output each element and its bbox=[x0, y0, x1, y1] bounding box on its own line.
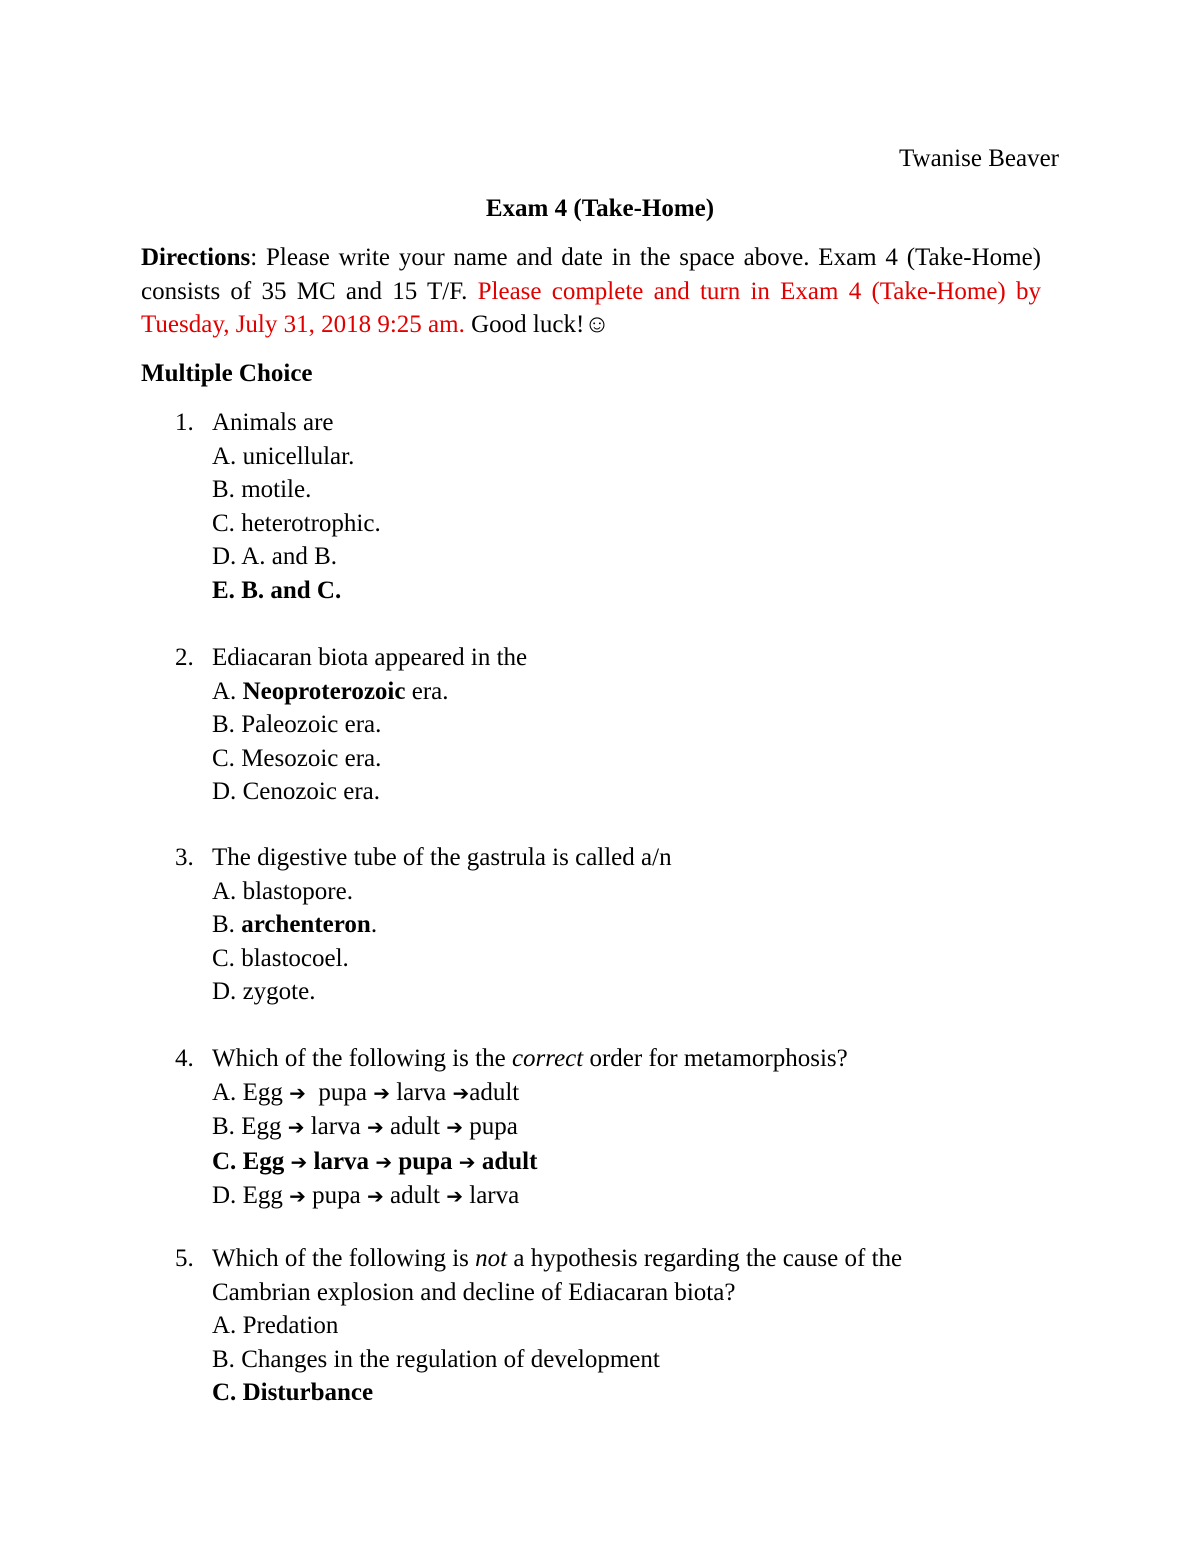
option-text: . bbox=[370, 911, 378, 938]
directions-label: Directions bbox=[141, 244, 251, 271]
stage-text: larva bbox=[313, 1147, 370, 1175]
question-stem bbox=[141, 1042, 1041, 1076]
option-text: zygote. bbox=[242, 978, 316, 1005]
question-text: Which of the following is the bbox=[212, 1045, 512, 1072]
stage-text: Egg bbox=[242, 1182, 283, 1209]
option-text: blastopore. bbox=[242, 877, 353, 905]
option-text: motile. bbox=[241, 476, 312, 503]
arrow-right-icon: ➔ bbox=[366, 1115, 384, 1139]
question-5 bbox=[141, 1242, 1041, 1410]
section-heading: Multiple Choice bbox=[141, 360, 313, 387]
option-text: unicellular. bbox=[242, 442, 355, 470]
stage-text: adult bbox=[481, 1147, 538, 1175]
question-4 bbox=[141, 1042, 1041, 1214]
question-stem bbox=[141, 641, 1041, 675]
option-letter: D. bbox=[212, 543, 237, 570]
option-letter: C. bbox=[212, 509, 235, 537]
option-b bbox=[141, 708, 1041, 742]
arrow-right-icon: ➔ bbox=[287, 1115, 305, 1139]
option-b bbox=[141, 1343, 1041, 1377]
option-a bbox=[141, 875, 1041, 909]
arrow-right-icon: ➔ bbox=[289, 1080, 306, 1105]
option-letter: A. bbox=[212, 1312, 237, 1339]
option-d bbox=[141, 540, 1041, 574]
question-text: Animals are bbox=[212, 409, 334, 436]
stage-text: Egg bbox=[241, 1113, 282, 1140]
arrow-right-icon: ➔ bbox=[375, 1149, 393, 1174]
option-c-correct bbox=[141, 1145, 1041, 1180]
question-text: The digestive tube of the gastrula is called a/n bbox=[212, 844, 672, 871]
option-text: Disturbance bbox=[242, 1379, 374, 1406]
directions-paragraph bbox=[141, 241, 1041, 342]
arrow-right-icon: ➔ bbox=[373, 1080, 390, 1105]
option-letter: B. bbox=[212, 1113, 235, 1140]
question-stem bbox=[141, 406, 1041, 440]
exam-title: Exam 4 (Take-Home) bbox=[485, 195, 715, 222]
question-number: 3. bbox=[175, 844, 194, 871]
stage-text: adult bbox=[469, 1078, 520, 1106]
arrow-right-icon: ➔ bbox=[446, 1115, 463, 1139]
directions-colon: : bbox=[250, 244, 258, 271]
arrow-right-icon: ➔ bbox=[446, 1184, 463, 1208]
question-emphasis: not bbox=[475, 1245, 508, 1272]
option-letter: D. bbox=[212, 778, 237, 805]
question-text-end: a hypothesis regarding the cause of the bbox=[507, 1245, 903, 1272]
question-text: Which of the following is bbox=[212, 1245, 476, 1272]
option-letter: B. bbox=[212, 1345, 235, 1373]
option-a bbox=[141, 1076, 1041, 1111]
option-a bbox=[141, 440, 1041, 474]
option-answer-text: archenteron bbox=[241, 911, 371, 938]
question-number: 5. bbox=[175, 1245, 194, 1272]
option-text: Cenozoic era. bbox=[242, 778, 380, 805]
question-text-end: order for metamorphosis? bbox=[583, 1045, 848, 1072]
option-c-correct bbox=[141, 1376, 1041, 1410]
directions-text: Please write your name and date in the space above. Exam 4 (Take-Home) consists of 35 MC and 15 T/F. bbox=[141, 244, 1041, 305]
option-letter: C. bbox=[212, 1147, 237, 1175]
arrow-right-icon: ➔ bbox=[290, 1149, 308, 1174]
stage-text: larva bbox=[469, 1182, 520, 1209]
stage-text: Egg bbox=[242, 1078, 283, 1106]
option-letter: D. bbox=[212, 978, 237, 1005]
stage-text: larva bbox=[310, 1113, 361, 1140]
stage-text: pupa bbox=[398, 1147, 453, 1175]
option-d bbox=[141, 775, 1041, 809]
option-b bbox=[141, 1110, 1041, 1145]
option-letter: C. bbox=[212, 1379, 237, 1406]
question-text: Ediacaran biota appeared in the bbox=[212, 644, 528, 671]
option-text: Mesozoic era. bbox=[241, 744, 382, 772]
option-text: B. and C. bbox=[241, 576, 342, 604]
deadline-notice: Please complete and turn in Exam 4 (Take-Home) by Tuesday, July 31, 2018 9:25 am. bbox=[141, 277, 1041, 338]
question-text-line2: Cambrian explosion and decline of Ediacaran biota? bbox=[212, 1278, 736, 1306]
option-letter: E. bbox=[212, 576, 235, 604]
option-c bbox=[141, 942, 1041, 976]
option-text: Changes in the regulation of development bbox=[241, 1345, 660, 1373]
option-text: A. and B. bbox=[241, 543, 338, 570]
question-2 bbox=[141, 641, 1041, 809]
question-stem bbox=[141, 1242, 1041, 1276]
option-text: blastocoel. bbox=[241, 944, 349, 972]
option-d bbox=[141, 975, 1041, 1009]
option-d bbox=[141, 1179, 1041, 1214]
option-letter: A. bbox=[212, 442, 237, 470]
option-letter: C. bbox=[212, 744, 235, 772]
stage-text: adult bbox=[389, 1113, 440, 1140]
option-text: Predation bbox=[242, 1312, 339, 1339]
question-number: 2. bbox=[175, 644, 194, 671]
arrow-right-icon: ➔ bbox=[289, 1184, 306, 1208]
smiley-icon: ☺ bbox=[584, 311, 610, 338]
arrow-right-icon: ➔ bbox=[366, 1184, 384, 1208]
question-1 bbox=[141, 406, 1041, 607]
option-b bbox=[141, 908, 1041, 942]
stage-text: pupa bbox=[318, 1078, 367, 1106]
stage-text: Egg bbox=[242, 1147, 285, 1175]
option-letter: A. bbox=[212, 877, 237, 905]
question-emphasis: correct bbox=[511, 1045, 584, 1072]
stage-text: larva bbox=[396, 1078, 447, 1106]
option-e-correct bbox=[141, 574, 1041, 608]
option-letter: A. bbox=[212, 677, 237, 705]
arrow-right-icon: ➔ bbox=[458, 1149, 476, 1174]
option-text: era. bbox=[405, 677, 449, 705]
stage-text: adult bbox=[389, 1182, 440, 1209]
question-stem bbox=[141, 841, 1041, 875]
good-luck-text: Good luck! bbox=[464, 311, 585, 338]
option-letter: A. bbox=[212, 1078, 237, 1106]
question-3 bbox=[141, 841, 1041, 1009]
option-c bbox=[141, 507, 1041, 541]
question-number: 1. bbox=[175, 409, 194, 436]
option-c bbox=[141, 742, 1041, 776]
option-b bbox=[141, 473, 1041, 507]
option-letter: B. bbox=[212, 476, 235, 503]
option-letter: D. bbox=[212, 1182, 237, 1209]
option-a bbox=[141, 675, 1041, 709]
option-letter: B. bbox=[212, 911, 235, 938]
option-text: heterotrophic. bbox=[241, 509, 381, 537]
arrow-right-icon: ➔ bbox=[452, 1080, 470, 1105]
author-name: Twanise Beaver bbox=[899, 145, 1059, 172]
question-number: 4. bbox=[175, 1045, 194, 1072]
option-letter: C. bbox=[212, 944, 235, 972]
option-a bbox=[141, 1309, 1041, 1343]
stage-text: pupa bbox=[312, 1182, 361, 1209]
option-letter: B. bbox=[212, 711, 235, 738]
option-answer-text: Neoproterozoic bbox=[242, 677, 406, 705]
stage-text: pupa bbox=[469, 1113, 518, 1140]
option-text: Paleozoic era. bbox=[241, 711, 382, 738]
